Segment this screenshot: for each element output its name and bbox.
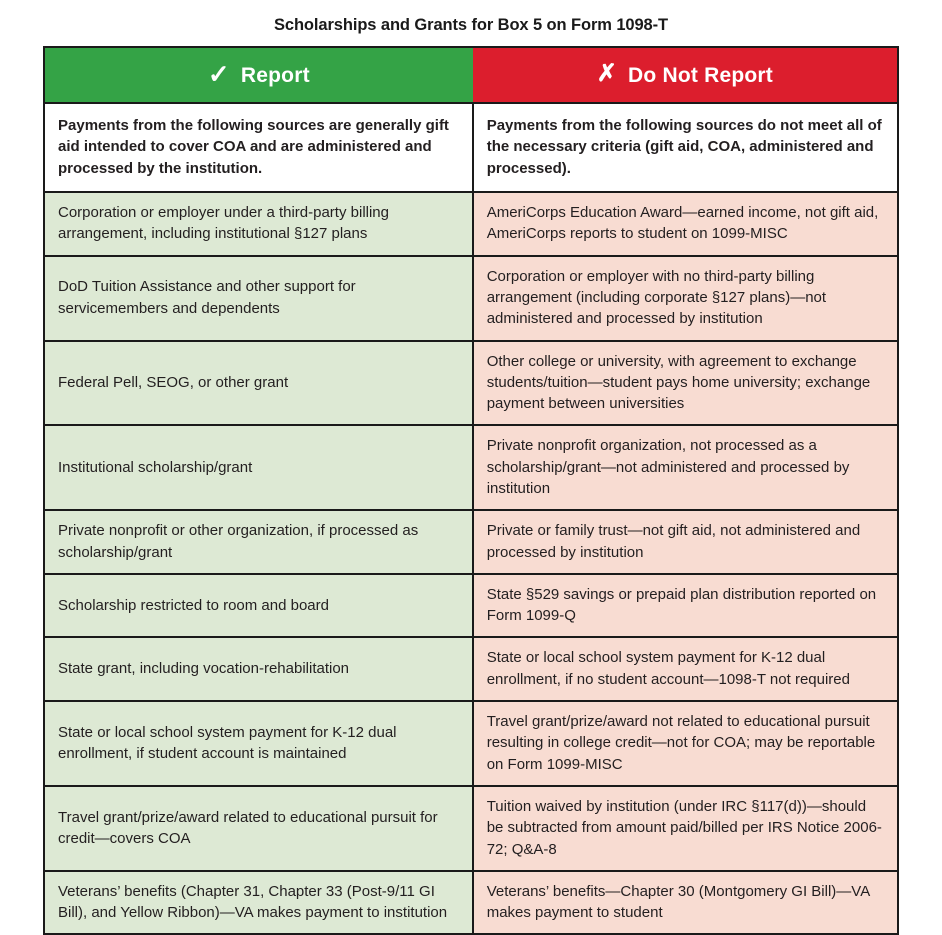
table-row: [45, 192, 897, 256]
comparison-table: [45, 48, 897, 933]
cell-do-not-report: Travel grant/prize/award not related to educational pursuit resulting in college credit—not for COA; may be reportable on Form 1099-MISC: [473, 701, 897, 786]
comparison-table-container: [43, 46, 899, 935]
cell-do-not-report: State §529 savings or prepaid plan distribution reported on Form 1099-Q: [473, 574, 897, 638]
cell-report: DoD Tuition Assistance and other support for servicemembers and dependents: [45, 256, 473, 341]
cell-report: Scholarship restricted to room and board: [45, 574, 473, 638]
column-header-do-not-report: [473, 48, 897, 103]
cell-report: Corporation or employer under a third-party billing arrangement, including institutional §127 plans: [45, 192, 473, 256]
table-row: [45, 510, 897, 574]
page-title: Scholarships and Grants for Box 5 on Form 1098-T: [273, 16, 669, 34]
cell-do-not-report: Private or family trust—not gift aid, not administered and processed by institution: [473, 510, 897, 574]
column-header-report-label: Report: [240, 63, 310, 87]
table-row: [45, 425, 897, 510]
column-header-report: [45, 48, 473, 103]
cell-report: Institutional scholarship/grant: [45, 425, 473, 510]
cell-report: Private nonprofit or other organization, if processed as scholarship/grant: [45, 510, 473, 574]
cell-report: State grant, including vocation-rehabilitation: [45, 637, 473, 701]
table-row: [45, 256, 897, 341]
cell-do-not-report: Tuition waived by institution (under IRC §117(d))—should be subtracted from amount paid/billed per IRS Notice 2006-72; Q&A-8: [473, 786, 897, 871]
table-row: [45, 871, 897, 934]
column-header-do-not-report-label: Do Not Report: [628, 63, 773, 87]
cell-report: Federal Pell, SEOG, or other grant: [45, 341, 473, 426]
header-row: [45, 48, 897, 103]
cell-do-not-report: Corporation or employer with no third-party billing arrangement (including corporate §127 plans)—not administered and processed by institution: [473, 256, 897, 341]
intro-cell-do-not-report: Payments from the following sources do not meet all of the necessary criteria (gift aid, COA, administered and processed).: [473, 103, 897, 192]
table-row: [45, 701, 897, 786]
cell-report: State or local school system payment for K-12 dual enrollment, if student account is maintained: [45, 701, 473, 786]
cell-do-not-report: Private nonprofit organization, not processed as a scholarship/grant—not administered and processed by institution: [473, 425, 897, 510]
cell-do-not-report: State or local school system payment for K-12 dual enrollment, if no student account—1098-T not required: [473, 637, 897, 701]
table-row: [45, 786, 897, 871]
table-row: [45, 637, 897, 701]
table-row: [45, 574, 897, 638]
table-row: [45, 341, 897, 426]
intro-row: [45, 103, 897, 192]
intro-cell-report: Payments from the following sources are generally gift aid intended to cover COA and are administered and processed by the institution.: [45, 103, 473, 192]
check-mark-icon: ✓: [207, 59, 230, 90]
cell-do-not-report: Other college or university, with agreement to exchange students/tuition—student pays home university; exchange payment between universities: [473, 341, 897, 426]
cell-report: Travel grant/prize/award related to educational pursuit for credit—covers COA: [45, 786, 473, 871]
table-header: [45, 48, 897, 103]
cell-report: Veterans’ benefits (Chapter 31, Chapter 33 (Post-9/11 GI Bill), and Yellow Ribbon)—VA makes payment to institution: [45, 871, 473, 934]
x-mark-icon: ✗: [596, 60, 618, 88]
cell-do-not-report: AmeriCorps Education Award—earned income, not gift aid, AmeriCorps reports to student on 1099-MISC: [473, 192, 897, 256]
table-body: [45, 103, 897, 933]
cell-do-not-report: Veterans’ benefits—Chapter 30 (Montgomery GI Bill)—VA makes payment to student: [473, 871, 897, 934]
